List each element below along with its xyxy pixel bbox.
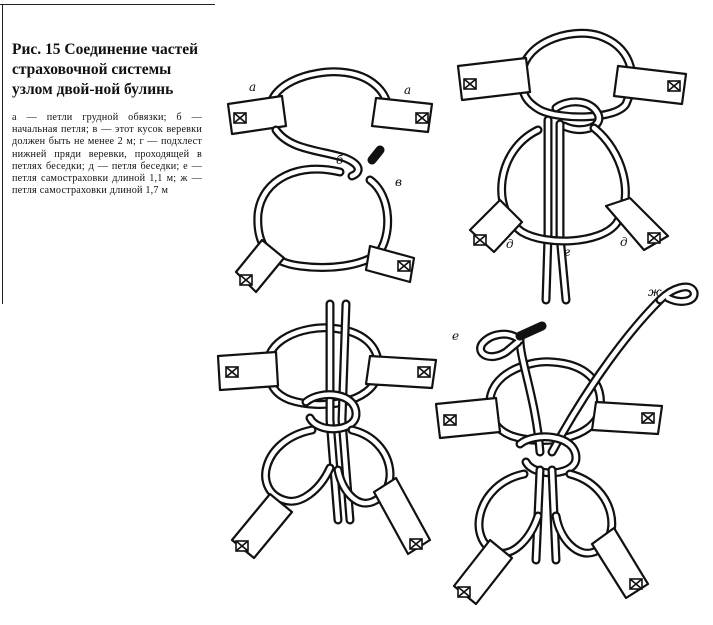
figure-title: Рис. 15 Соединение частей страховочной системы узлом двой-ной булинь	[12, 41, 199, 98]
figure-step-1	[228, 72, 432, 292]
label-d-right: д	[620, 235, 628, 249]
figure-step-2	[458, 33, 686, 300]
label-d-left: д	[506, 237, 514, 251]
label-a-right: а	[404, 83, 412, 97]
label-e: е	[452, 329, 460, 343]
label-zh: ж	[648, 285, 662, 299]
figure-step-3	[218, 304, 436, 558]
label-v: в	[395, 175, 402, 189]
label-g: г	[564, 245, 571, 259]
label-a-left: а	[249, 80, 257, 94]
figure-legend: а — петли грудной обвязки; б — начальная петля; в — этот кусок веревки должен быть не менее 2 м; г — подхлест нижней пряди веревки, проходящей в петлях беседки; д — петля беседки; е — петля самостраховки длиной 1,1 м; ж — петля самостраховки длиной 1,7 м	[12, 112, 202, 197]
figure-step-4	[436, 285, 694, 604]
label-b: б	[336, 153, 344, 167]
